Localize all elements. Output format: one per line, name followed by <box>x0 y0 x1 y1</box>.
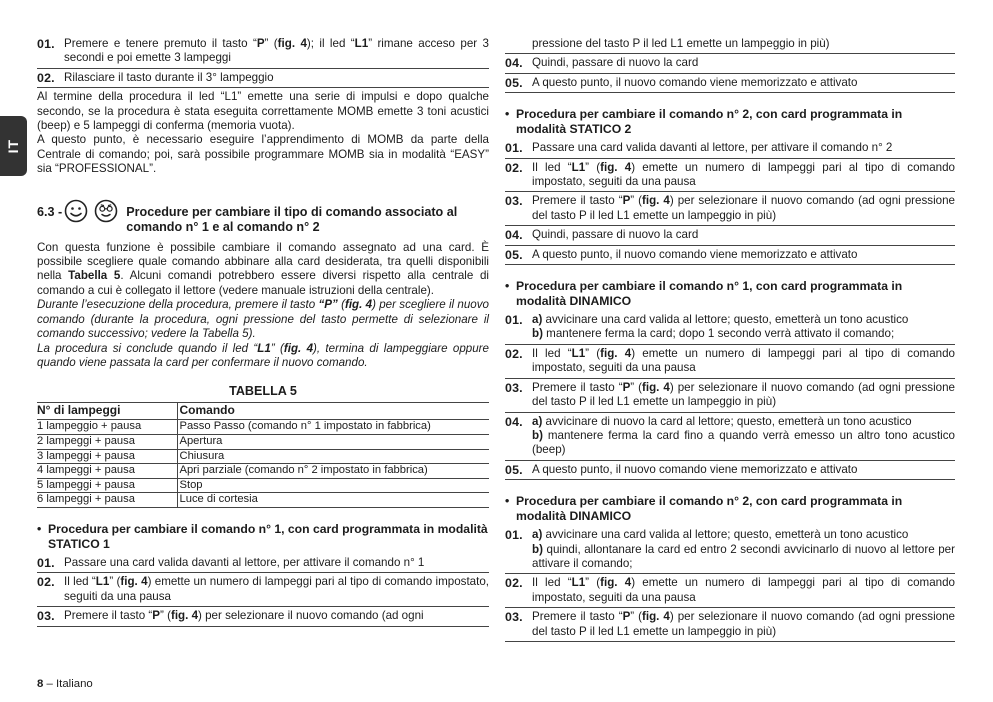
step-text: Premere il tasto “P” (fig. 4) per selezionare il nuovo comando (ad ogni <box>64 609 424 623</box>
step-text: A questo punto, il nuovo comando viene memorizzato e attivato <box>532 247 858 261</box>
step-number: 03. <box>37 609 55 624</box>
procedure-step <box>505 311 955 345</box>
steps-reset <box>37 35 489 88</box>
step-text: Premere il tasto “P” (fig. 4) per selezionare il nuovo comando (ad ogni pressione del tasto P il led L1 emette un lampeggio in più) <box>532 610 955 638</box>
step-text: Il led “L1” (fig. 4) emette un numero di lampeggi pari al tipo di comando impostato, seguiti da una pausa <box>532 346 955 375</box>
table-row <box>37 493 489 508</box>
step-text: Quindi, passare di nuovo la card <box>532 56 699 70</box>
table-header-flashes: N° di lampeggi <box>37 402 177 420</box>
language-tab <box>0 116 27 176</box>
procedure-step <box>505 574 955 608</box>
step-number: 02. <box>505 576 523 591</box>
procedure-step <box>37 573 489 607</box>
step-number: 01. <box>505 313 523 328</box>
table-cell-flashes: 2 lampeggi + pausa <box>37 434 177 449</box>
step-number: 02. <box>37 70 55 85</box>
step-number: 01. <box>505 141 523 156</box>
step-number: 03. <box>505 610 523 625</box>
procedure-title: • Procedura per cambiare il comando n° 1, con card programmata in modalità DINAMICO <box>505 279 903 309</box>
step-number: 01. <box>37 555 55 570</box>
step-text: Il led “L1” (fig. 4) emette un numero di lampeggi pari al tipo di comando impostato, seguiti da una pausa <box>532 576 955 604</box>
table-cell-flashes: 6 lampeggi + pausa <box>37 493 177 508</box>
step-number: 05. <box>505 75 523 90</box>
table-cell-flashes: 4 lampeggi + pausa <box>37 464 177 479</box>
step-number: 02. <box>37 575 55 590</box>
step-text: Rilasciare il tasto durante il 3° lampeggio <box>64 70 274 84</box>
table-cell-command: Passo Passo (comando n° 1 impostato in fabbrica) <box>177 420 489 435</box>
step-text: a) avvicinare una card valida al lettore; questo, emetterà un tono acustico b) quindi, allontanare la card ed entro 2 secondi avvicinarlo di nuovo al lettore per attivare il comando; <box>532 528 955 570</box>
procedure-step <box>505 159 955 193</box>
table-cell-command: Luce di cortesia <box>177 493 489 508</box>
step-text: a) avvicinare di nuovo la card al lettore; questo, emetterà un tono acustico b) mantenere ferma la card fino a quando verrà emesso un altro tono acustico (beep) <box>532 414 955 457</box>
step-number: 01. <box>37 37 55 51</box>
procedure-step <box>505 139 955 158</box>
procedure-step <box>505 226 955 245</box>
language-tab-label: IT <box>5 138 22 154</box>
step-text: Il led “L1” (fig. 4) emette un numero di lampeggi pari al tipo di comando impostato, seguiti da una pausa <box>532 160 955 189</box>
right-column <box>505 35 955 642</box>
procedure-title: • Procedura per cambiare il comando n° 2, con card programmata in modalità STATICO 2 <box>505 107 903 137</box>
procedure-step <box>37 69 489 88</box>
footer-separator: – <box>43 678 57 690</box>
procedure-steps <box>505 311 955 480</box>
procedure-step <box>505 192 955 226</box>
smiley-professional-icon <box>94 199 118 223</box>
procedure-step <box>37 554 489 573</box>
table-cell-command: Apertura <box>177 434 489 449</box>
table-header-command: Comando <box>177 402 489 420</box>
procedure-step <box>505 461 955 480</box>
table-cell-flashes: 3 lampeggi + pausa <box>37 449 177 464</box>
step-text: A questo punto, il nuovo comando viene memorizzato e attivato <box>532 75 858 89</box>
procedure-title: • Procedura per cambiare il comando n° 2, con card programmata in modalità DINAMICO <box>505 494 903 524</box>
procedure-steps <box>37 554 489 627</box>
step-text: Premere il tasto “P” (fig. 4) per selezionare il nuovo comando (ad ogni pressione del tasto P il led L1 emette un lampeggio in più) <box>532 380 955 409</box>
step-number: 03. <box>505 380 523 395</box>
procedure-title: • Procedura per cambiare il comando n° 1, con card programmata in modalità STATICO 1 <box>37 521 488 551</box>
paragraph-end: La procedura si conclude quando il led “L1” (fig. 4), termina di lampeggiare oppure quando viene passata la card per confermare il nuovo comando. <box>37 341 489 369</box>
command-table <box>37 402 489 508</box>
step-text: Passare una card valida davanti al lettore, per attivare il comando n° 1 <box>64 555 425 569</box>
table-row <box>37 464 489 479</box>
procedure-step <box>37 35 489 69</box>
table-row <box>37 420 489 435</box>
procedure-steps <box>505 526 955 642</box>
step-number: 05. <box>505 247 523 262</box>
step-text: A questo punto, il nuovo comando viene memorizzato e attivato <box>532 462 858 476</box>
left-column <box>37 35 489 627</box>
table-row <box>37 478 489 493</box>
step-number: 04. <box>505 228 523 243</box>
table-title: TABELLA 5 <box>229 384 297 399</box>
paragraph-learning: A questo punto, è necessario eseguire l’apprendimento di MOMB da parte della Centrale di comando; poi, sarà possibile programmare MOMB sia in modalità “EASY” sia “PROFESSIONAL”. <box>37 133 489 176</box>
page-number: 8 <box>37 678 44 690</box>
procedure-step <box>37 607 489 626</box>
table-row <box>37 449 489 464</box>
mode-icons <box>64 199 118 223</box>
step-text: Quindi, passare di nuovo la card <box>532 228 699 242</box>
table-cell-command: Chiusura <box>177 449 489 464</box>
smiley-easy-icon <box>64 199 88 223</box>
procedure-steps <box>505 139 955 265</box>
step-number: 04. <box>505 56 523 71</box>
step-number: 02. <box>505 160 523 175</box>
section-heading <box>37 199 489 235</box>
step-number: 04. <box>505 414 523 429</box>
section-title: Procedure per cambiare il tipo di comando associato al comando n° 1 e al comando n° 2 <box>126 204 458 234</box>
table-cell-command: Stop <box>177 478 489 493</box>
section-number: 6.3 - <box>37 204 63 219</box>
procedure-step <box>505 54 955 73</box>
footer-language: Italiano <box>56 678 93 690</box>
procedure-step <box>505 345 955 379</box>
table-row <box>37 434 489 449</box>
step-text: Premere il tasto “P” (fig. 4) per selezionare il nuovo comando (ad ogni pressione del tasto P il led L1 emette un lampeggio in più) <box>532 194 955 222</box>
procedure-step <box>505 526 955 574</box>
step-text: Il led “L1” (fig. 4) emette un numero di lampeggi pari al tipo di comando impostato, seguiti da una pausa <box>64 575 489 603</box>
step-number: 05. <box>505 462 523 477</box>
step-continuation: pressione del tasto P il led L1 emette un lampeggio in più) <box>505 35 955 54</box>
paragraph-result: Al termine della procedura il led “L1” emette una serie di impulsi e dopo qualche secondo, se la procedura è stata eseguita correttamente MOMB emette 3 toni acustici (beep) e 5 lampeggi di conferma (memoria vuota). <box>37 90 489 133</box>
step-text: Passare una card valida davanti al lettore, per attivare il comando n° 2 <box>532 141 893 155</box>
steps-continued <box>505 54 955 93</box>
step-number: 01. <box>505 528 523 543</box>
table-cell-flashes: 5 lampeggi + pausa <box>37 478 177 493</box>
step-number: 03. <box>505 194 523 209</box>
table-header-row <box>37 402 489 420</box>
step-number: 02. <box>505 346 523 361</box>
table-cell-command: Apri parziale (comando n° 2 impostato in fabbrica) <box>177 464 489 479</box>
step-text: a) avvicinare una card valida al lettore; questo, emetterà un tono acustico b) mantenere ferma la card; dopo 1 secondo verrà attivato il comando; <box>532 313 909 341</box>
step-text: Premere e tenere premuto il tasto “P” (fig. 4); il led “L1” rimane acceso per 3 secondi e poi emette 3 lampeggi <box>64 37 489 65</box>
procedure-step <box>505 246 955 265</box>
page-footer <box>37 677 93 691</box>
procedure-step <box>505 74 955 93</box>
procedure-step <box>505 379 955 413</box>
paragraph-function: Con questa funzione è possibile cambiare il comando assegnato ad una card. È possibile scegliere quale comando abbinare alla card desiderata, tra quelli disponibili nella Tabella 5. Alcuni comandi potrebbero essere diversi rispetto alla centrale di comando a cui è collegato il lettore (vedere manuale istruzioni della centrale). <box>37 240 489 297</box>
procedure-step <box>505 608 955 642</box>
procedure-step <box>505 413 955 461</box>
table-cell-flashes: 1 lampeggio + pausa <box>37 420 177 435</box>
paragraph-during: Durante l’esecuzione della procedura, premere il tasto “P” (fig. 4) per scegliere il nuovo comando (durante la procedura, ogni pressione del tasto permette di selezionare il comando successivo; vedere la Tabella 5). <box>37 298 489 341</box>
